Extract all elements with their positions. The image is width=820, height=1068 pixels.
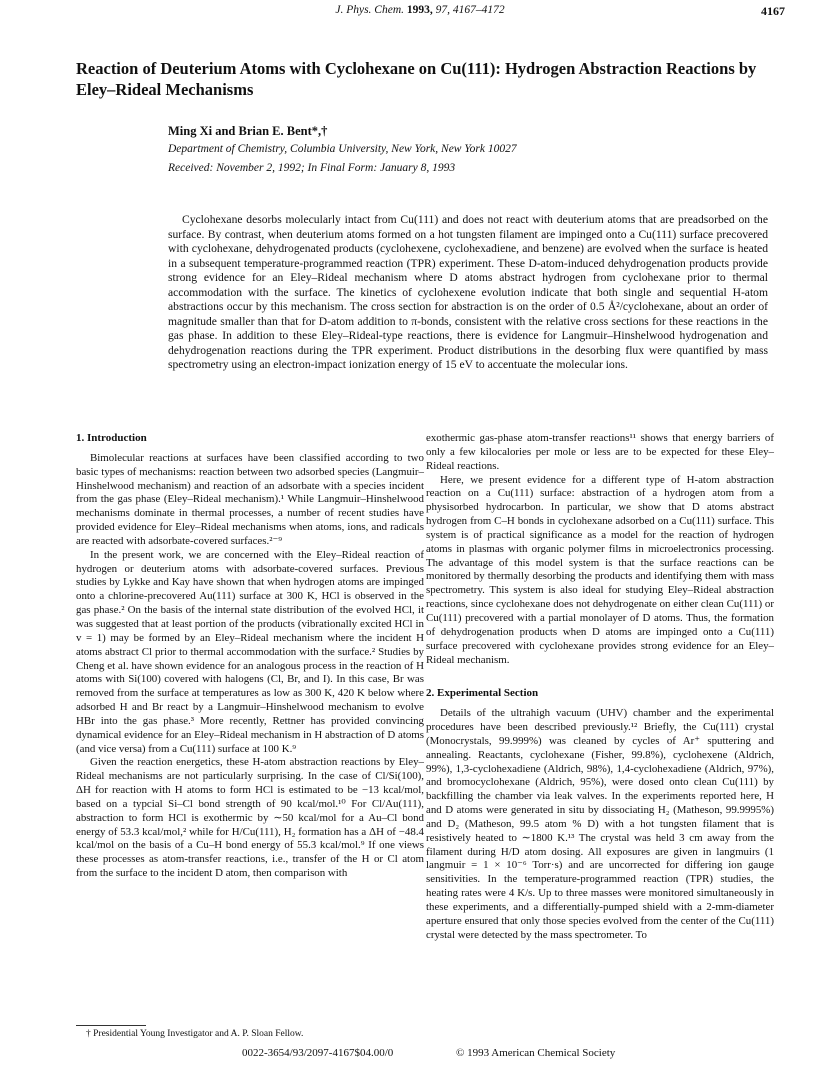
copyright-notice: © 1993 American Chemical Society [456,1047,616,1059]
footnote: † Presidential Young Investigator and A. P. Sloan Fellow. [86,1029,304,1039]
author-affiliation: Department of Chemistry, Columbia University, New York, New York 10027 [168,143,517,155]
received-dates: Received: November 2, 1992; In Final Form: January 8, 1993 [168,162,456,174]
section-heading-experimental: 2. Experimental Section [426,687,539,700]
paragraph: Details of the ultrahigh vacuum (UHV) chamber and the experimental procedures have been described previously.¹² Briefly, the Cu(111) crystal (Monocrystals, 99.999%) was cleaned by cycles of Ar⁺ sputtering and annealing. Reactants, cyclohexane (Fisher, 99.8%), cyclohexene (Aldrich, 99%), 1,3-cyclohexadiene (Aldrich, 98%), 1,4-cyclohexadiene (Aldrich, 97%), and bromocyclohexane (Aldrich, 95%), were dosed onto clean Cu(111) by backfilling the chamber via leak valves. In the experiments reported here, H and D atoms were generated in situ by dissociating H₂ (Matheson, 99.9995%) and D₂ (Matheson, 99.5 atom % D) with a hot tungsten filament that is resistively heated to ∼1800 K.¹³ The crystal was held 3 cm away from the filament during H/D atom dosing. All exposures are given in langmuirs (1 langmuir = 1 × 10⁻⁶ Torr·s) and are uncorrected for differing ion gauge sensitivities. In the temperature-programmed reaction (TPR) studies, the heating rates were 4 K/s. Up to three masses were monitored simultaneously in these experiments, and a differentially-pumped shield with a 2-mm-diameter aperture ensured that only those species evolved from the center of the Cu(111) crystal were detected by the mass spectrometer. To [426,707,774,941]
journal-volume-pages: 97, 4167–4172 [435,4,505,16]
journal-citation [300,4,540,16]
left-column [76,432,424,881]
article-authors: Ming Xi and Brian E. Bent*,† [168,124,328,138]
article-title: Reaction of Deuterium Atoms with Cyclohexane on Cu(111): Hydrogen Abstraction Reactions by Eley–Rideal Mechanisms [76,59,757,99]
right-column [426,432,774,943]
running-head [0,4,820,20]
paragraph: Here, we present evidence for a different type of H-atom abstraction reaction on a Cu(111) surface: abstraction of a hydrogen atom from a physisorbed hydrocarbon. In particular, we show that D atoms abstract hydrogen from C–H bonds in cyclohexane adsorbed on a Cu(111) surface. This system is of practical significance as a model for the reaction of hydrogen atoms in plasmas with organic polymer films in microelectronics processing. The advantage of this model system is that the surface reactions can be monitored by thermally desorbing the products and identifying them with mass spectrometry. This system is also ideal for studying Eley–Rideal abstraction reactions, since cyclohexane does not dehydrogenate on either clean Cu(111) or Cu(111) precovered with a partial monolayer of D atoms. Thus, the formation of dehydrogenation products when D atoms are impinged onto a Cu(111) surface precovered with cyclohexane provides strong evidence for an Eley–Rideal mechanism. [426,473,774,666]
journal-name: J. Phys. Chem. [335,4,405,16]
paragraph-continuation: exothermic gas-phase atom-transfer reactions¹¹ shows that energy barriers of only a few kilocalories per mole or less are to be expected for these Eley–Rideal reactions. [426,432,774,472]
section-heading-introduction: 1. Introduction [76,432,147,444]
article-code: 0022-3654/93/2097-4167$04.00/0 [242,1047,394,1059]
abstract: Cyclohexane desorbs molecularly intact from Cu(111) and does not react with deuterium atoms that are preadsorbed on the surface. By contrast, when deuterium atoms formed on a hot tungsten filament are impinged onto a Cu(111) surface precovered with cyclohexane, dehydrogenated products (cyclohexene, cyclohexadiene, and benzene) are evolved when the surface is heated in a subsequent temperature-programmed reaction (TPR) experiment. These D-atom-induced dehydrogenation products provide strong evidence for an Eley–Rideal mechanism where D atoms abstract hydrogen from cyclohexane prior to thermal accommodation with the surface. The kinetics of cyclohexene evolution indicate that both single and sequential H-atom abstractions occur by this mechanism. The cross section for abstraction is on the order of 0.5 Å²/cyclohexane, about an order of magnitude smaller than that for D-atom addition to π-bonds, consistent with the relative cross sections for these reactions in the gas phase. In addition to these Eley–Rideal-type reactions, there is evidence for Langmuir–Hinshelwood hydrogenation and dehydrogenation reactions during the TPR experiment. Product distributions in the desorbing flux were quantified by mass spectrometry using an electron-impact ionization energy of 15 eV to accentuate the molecular ions. [168,213,768,371]
paragraph: Given the reaction energetics, these H-atom abstraction reactions by Eley–Rideal mechanisms are not particularly surprising. In the case of Cl/Si(100), ΔH for reaction with H atoms to form HCl is estimated to be −13 kcal/mol, based on a typcial Si–Cl bond strength of 90 kcal/mol.¹⁰ For Cl/Au(111), abstraction to form HCl is exothermic by ∼50 kcal/mol for a Au–Cl bond energy of 53.3 kcal/mol,² while for H/Cu(111), H₂ formation has a ΔH of −48.4 kcal/mol on the basis of a Cu–H bond energy of 55.3 kcal/mol.⁹ If one views these processes as atom-transfer reactions, i.e., transfer of the H or Cl atom from the surface to the incident D atom, then comparison with [76,756,424,880]
paragraph: In the present work, we are concerned with the Eley–Rideal reaction of hydrogen or deuterium atoms with adsorbate-covered surfaces. Previous studies by Lykke and Kay have shown that when hydrogen atoms are impinged onto a chlorine-precovered Au(111) surface at 300 K, HCl is observed in the gas phase.² On the basis of the internal state distribution of the evolved HCl, it was suggested that at least portion of the products (vibrationally excited HCl in v = 1) may be formed by an Eley–Rideal mechanism where the incident H atoms abstract Cl prior to thermal accommodation with the surface.² Studies by Cheng et al. have shown evidence for an analogous process in the reaction of H atoms with Si(100) covered with halogens (Cl, Br, and I). In this case, Br was removed from the surface at temperatures as low as 300 K, 420 K below where adsorbed H and Br react by a Langmuir–Hinshelwood mechanism to evolve HBr into the gas phase.³ More recently, Rettner has provided convincing dynamical evidence for an Eley–Rideal mechanism in H abstraction of D atoms (and vice versa) from a Cu(111) surface at 100 K.⁹ [76,548,424,755]
footnote-rule [76,1025,146,1026]
page-number: 4167 [761,4,785,18]
paragraph: Bimolecular reactions at surfaces have been classified according to two basic types of mechanisms: reaction between two adsorbed species (Langmuir–Hinshelwood mechanism) and reaction of an adsorbate with a species incident from the gas phase (Eley–Rideal mechanism).¹ While Langmuir–Hinshelwood mechanisms dominate in thermal processes, a number of recent studies have provided evidence for Eley–Rideal mechanisms when atoms, ions, and radicals are reacted with adsorbate-covered surfaces.²⁻⁹ [76,451,424,547]
journal-year: 1993, [406,4,433,16]
